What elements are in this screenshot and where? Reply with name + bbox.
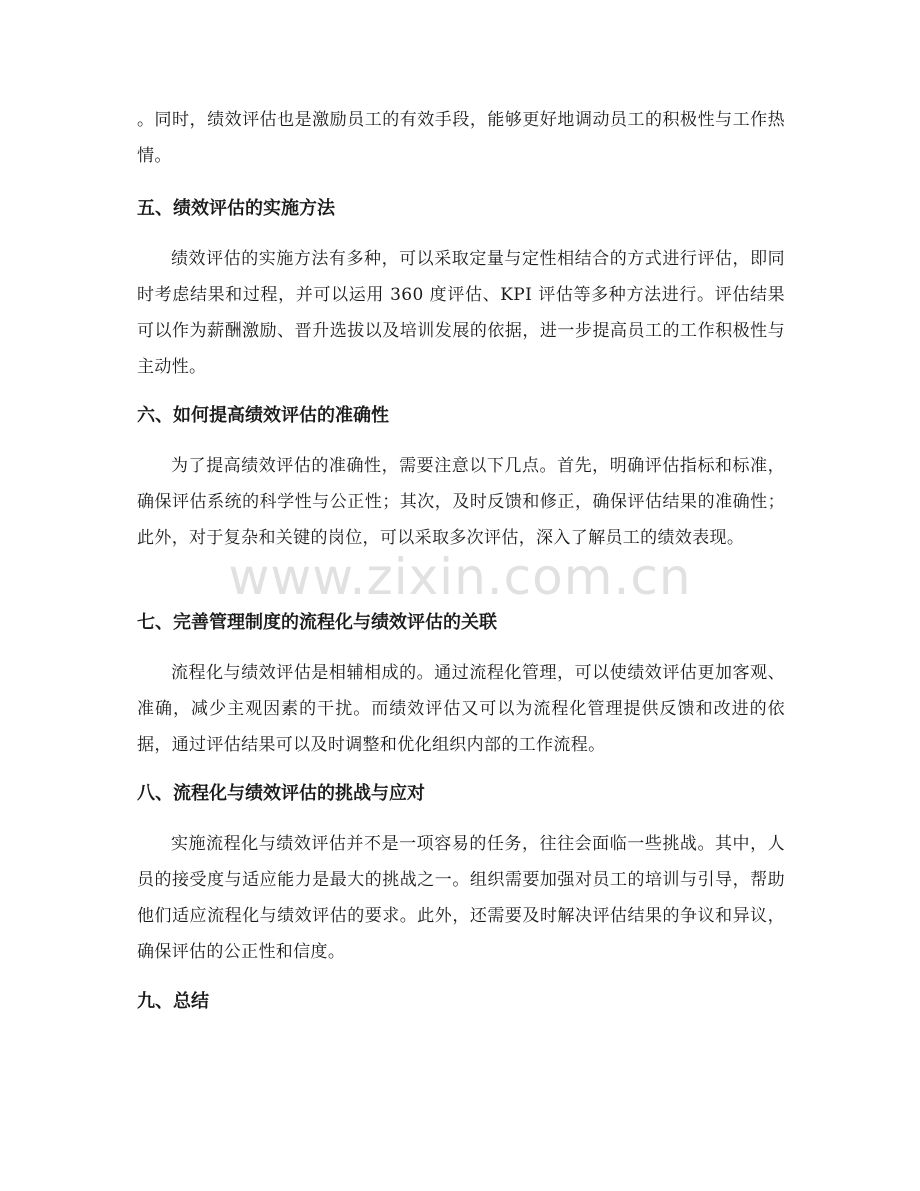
paragraph-accuracy: 为了提高绩效评估的准确性，需要注意以下几点。首先，明确评估指标和标准，确保评估系统的科学性与公正性；其次，及时反馈和修正，确保评估结果的准确性；此外，对于复杂和关键的岗位，可以采取多次评估，深入了解员工的绩效表现。 (137, 456, 785, 548)
section-heading-9: 九、总结 (137, 991, 209, 1012)
paragraph-process-linkage: 流程化与绩效评估是相辅相成的。通过流程化管理，可以使绩效评估更加客观、准确，减少主观因素的干扰。而绩效评估又可以为流程化管理提供反馈和改进的依据，通过评估结果可以及时调整和优化组织内部的工作流程。 (137, 663, 785, 755)
section-heading-6: 六、如何提高绩效评估的准确性 (137, 405, 389, 426)
section-heading-7: 七、完善管理制度的流程化与绩效评估的关联 (137, 612, 497, 633)
paragraph-implementation-methods: 绩效评估的实施方法有多种，可以采取定量与定性相结合的方式进行评估，即同时考虑结果和过程，并可以运用 360 度评估、KPI 评估等多种方法进行。评估结果可以作为薪酬激励、晋升选拔以及培训发展的依据，进一步提高员工的工作积极性与主动性。 (137, 249, 785, 377)
paragraph-continuation: 。同时，绩效评估也是激励员工的有效手段，能够更好地调动员工的积极性与工作热情。 (137, 110, 785, 166)
section-heading-8: 八、流程化与绩效评估的挑战与应对 (137, 783, 425, 804)
paragraph-challenges: 实施流程化与绩效评估并不是一项容易的任务，往往会面临一些挑战。其中，人员的接受度与适应能力是最大的挑战之一。组织需要加强对员工的培训与引导，帮助他们适应流程化与绩效评估的要求。此外，还需要及时解决评估结果的争议和异议，确保评估的公正性和信度。 (137, 834, 785, 962)
section-heading-5: 五、绩效评估的实施方法 (137, 198, 335, 219)
watermark-text: www.zixin.com.cn (228, 548, 692, 606)
